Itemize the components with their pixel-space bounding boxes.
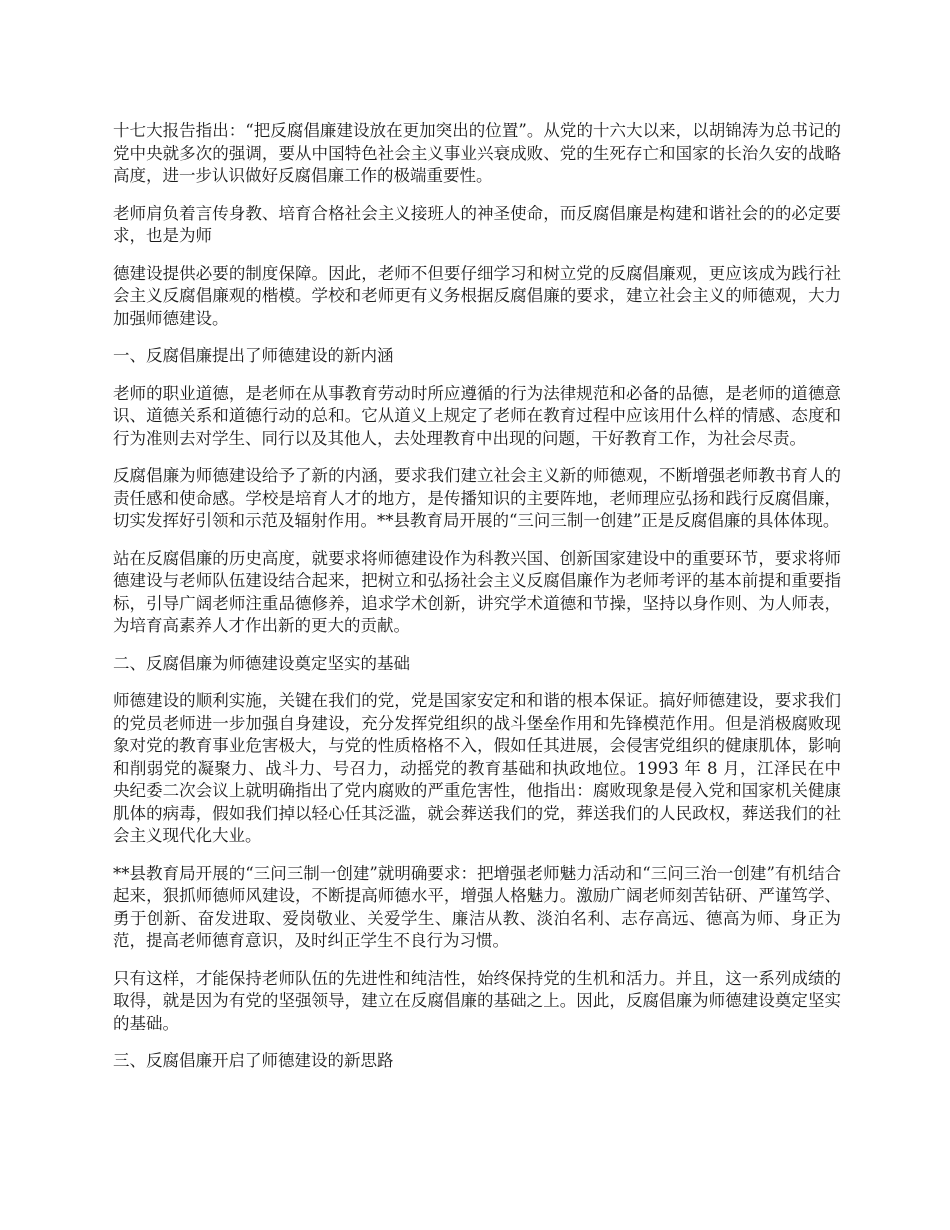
document-body — [113, 120, 841, 1088]
section-heading-3: 三、反腐倡廉开启了师德建设的新思路 — [113, 1051, 394, 1070]
paragraph-county-requirements: **县教育局开展的“三问三制一创建”就明确要求：把增强老师魅力活动和“三问三治一创建”有机结合起来，狠抓师德师风建设，不断提高师德水平，增强人格魅力。激励广阔老师刻苦钻研、严谨笃学、勇于创新、奋发进取、爱岗敬业、关爱学生、廉洁从教、淡泊名利、志存高远、德高为师、身正为范，提高老师德育意识，及时纠正学生不良行为习惯。 — [113, 863, 841, 950]
paragraph-professional-ethics: 老师的职业道德，是老师在从事教育劳动时所应遵循的行为法律规范和必备的品德，是老师的道德意识、道德关系和道德行动的总和。它从道义上规定了老师在教育过程中应该用什么样的情感、态度和行为准则去对学生、同行以及其他人，去处理教育中出现的问题，干好教育工作，为社会尽责。 — [113, 383, 841, 448]
paragraph-party-key: 师德建设的顺利实施，关键在我们的党，党是国家安定和和谐的根本保证。搞好师德建设，要求我们的党员老师进一步加强自身建设，充分发挥党组织的战斗堡垒作用和先锋模范作用。但是消极腐败现象对党的教育事业危害极大，与党的性质格格不入，假如任其进展，会侵害党组织的健康肌体，影响和削弱党的凝聚力、战斗力、号召力，动摇党的教育基础和执政地位。1993 年 8 月，江泽民在中央纪委二次会议上就明确指出了党内腐败的严重危害性，他指出：腐败现象是侵入党和国家机关健康肌体的病毒，假如我们掉以轻心任其泛滥，就会葬送我们的党，葬送我们的人民政权，葬送我们的社会主义现代化大业。 — [113, 691, 841, 845]
paragraph-historical-height: 站在反腐倡廉的历史高度，就要求将师德建设作为科教兴国、创新国家建设中的重要环节，要求将师德建设与老师队伍建设结合起来，把树立和弘扬社会主义反腐倡廉作为老师考评的基本前提和重要指标，引导广阔老师注重品德修养，追求学术创新，讲究学术道德和节操，坚持以身作则、为人师表，为培育高素养人才作出新的更大的贡献。 — [113, 548, 841, 635]
section-heading-1: 一、反腐倡廉提出了师德建设的新内涵 — [113, 346, 394, 365]
paragraph-institutional-guarantee: 德建设提供必要的制度保障。因此，老师不但要仔细学习和树立党的反腐倡廉观，更应该成为践行社会主义反腐倡廉观的楷模。学校和老师更有义务根据反腐倡廉的要求，建立社会主义的师德观，大力加强师德建设。 — [113, 263, 841, 328]
paragraph-new-connotation: 反腐倡廉为师德建设给予了新的内涵，要求我们建立社会主义新的师德观，不断增强老师教书育人的责任感和使命感。学校是培育人才的地方，是传播知识的主要阵地，老师理应弘扬和践行反腐倡廉，切实发挥好引领和示范及辐射作用。**县教育局开展的“三问三制一创建”正是反腐倡廉的具体体现。 — [113, 466, 841, 530]
section-heading-2: 二、反腐倡廉为师德建设奠定坚实的基础 — [113, 653, 410, 673]
paragraph-intro: 十七大报告指出：“把反腐倡廉建设放在更加突出的位置”。从党的十六大以来，以胡锦涛为总书记的党中央就多次的强调，要从中国特色社会主义事业兴衰成败、党的生死存亡和国家的长治久安的战略高度，进一步认识做好反腐倡廉工作的极端重要性。 — [113, 121, 841, 185]
paragraph-conclusion: 只有这样，才能保持老师队伍的先进性和纯洁性，始终保持党的生机和活力。并且，这一系列成绩的取得，就是因为有党的坚强领导，建立在反腐倡廉的基础之上。因此，反腐倡廉为师德建设奠定坚实的基础。 — [113, 968, 841, 1033]
paragraph-teacher-mission: 老师肩负着言传身教、培育合格社会主义接班人的神圣使命，而反腐倡廉是构建和谐社会的的必定要求，也是为师 — [113, 203, 841, 245]
